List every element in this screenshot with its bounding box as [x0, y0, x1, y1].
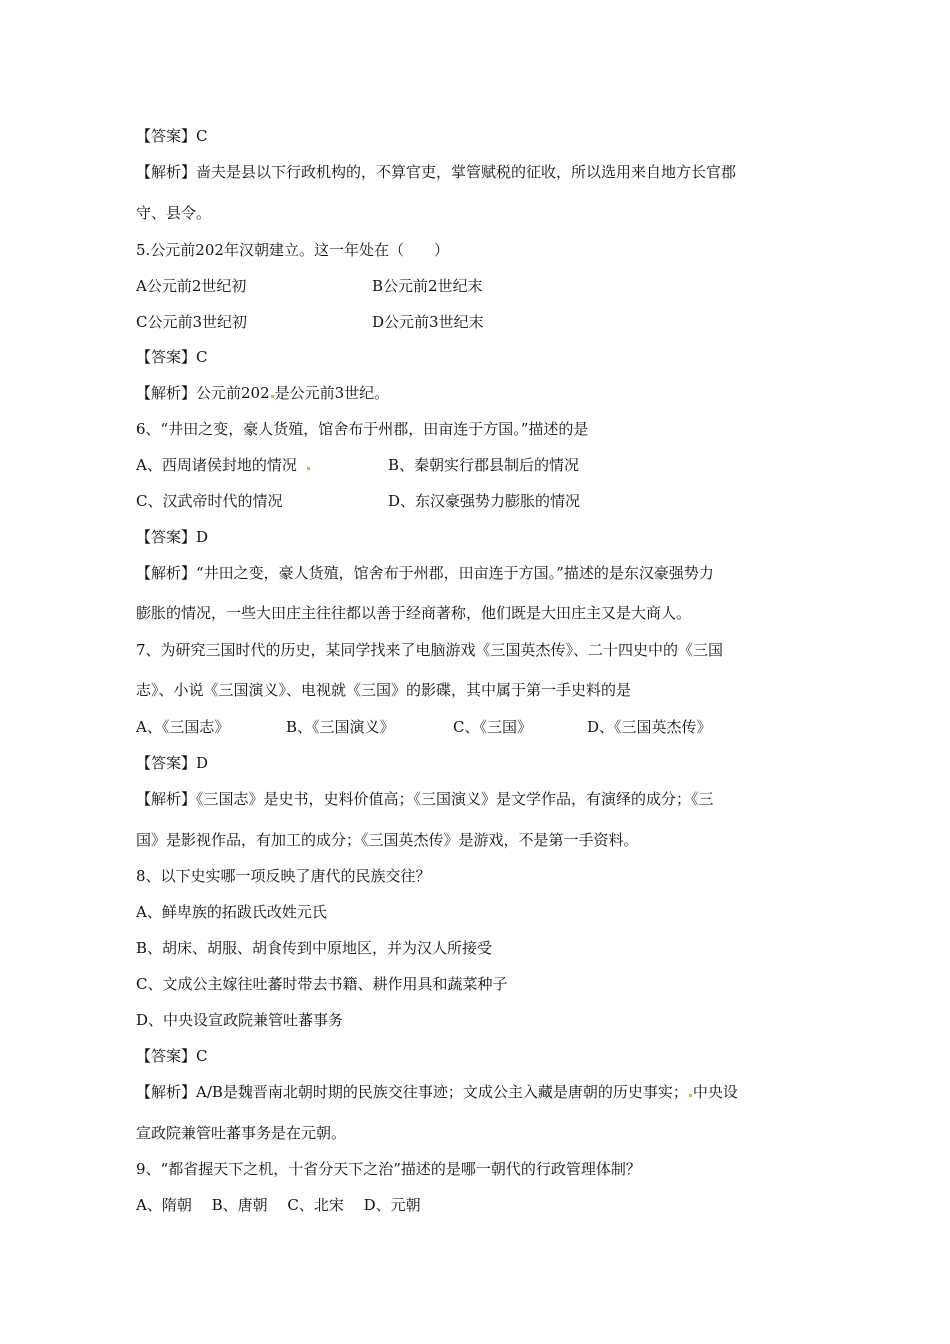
- q7-option-b: B、《三国演义》: [286, 718, 395, 736]
- q7-option-a: A、《三国志》: [136, 718, 230, 736]
- q8-analysis-post: 中央设: [692, 1083, 738, 1101]
- q5-analysis-post: 是公元前3世纪。: [274, 384, 390, 402]
- q8-analysis-line-2: 宣政院兼管吐蕃事务是在元朝。: [136, 1124, 347, 1142]
- q8-option-a: A、鲜卑族的拓跋氏改姓元氏: [136, 903, 327, 921]
- mark-dot: [307, 467, 310, 470]
- q5-analysis-pre: 【解析】公元前202: [136, 384, 270, 402]
- q5-stem: 5.公元前202年汉朝建立。这一年处在（ ）: [136, 241, 449, 259]
- q6-analysis-line-2: 膨胀的情况，一些大田庄主往往都以善于经商著称，他们既是大田庄主又是大商人。: [136, 604, 692, 622]
- q6-option-d: D、东汉豪强势力膨胀的情况: [388, 492, 581, 510]
- q4-analysis-line-1: 【解析】啬夫是县以下行政机构的，不算官吏，掌管赋税的征收，所以选用来自地方长官郡: [136, 163, 737, 181]
- q7-stem-line-1: 7、为研究三国时代的历史，某同学找来了电脑游戏《三国英杰传》、二十四史中的《三国: [136, 641, 724, 659]
- q6-option-c: C、汉武帝时代的情况: [136, 492, 283, 510]
- q7-analysis-line-1: 【解析】《三国志》是史书，史料价值高；《三国演义》是文学作品，有演绎的成分；《三: [136, 790, 714, 808]
- q9-stem: 9、“都省握天下之机，十省分天下之治”描述的是哪一朝代的行政管理体制？: [136, 1160, 641, 1178]
- q8-stem: 8、以下史实哪一项反映了唐代的民族交往？: [136, 867, 431, 885]
- q6-option-b: B、秦朝实行郡县制后的情况: [388, 456, 580, 474]
- q7-option-d: D、《三国英杰传》: [587, 718, 712, 736]
- q8-option-b: B、胡床、胡服、胡食传到中原地区，并为汉人所接受: [136, 939, 493, 957]
- mark-dot: [689, 1094, 692, 1097]
- mark-dot: [271, 395, 274, 398]
- q5-option-d: D公元前3世纪末: [372, 313, 484, 331]
- q5-option-b: B公元前2世纪末: [372, 277, 483, 295]
- q5-answer: 【答案】C: [136, 348, 208, 366]
- q8-analysis-pre: 【解析】A/B是魏晋南北朝时期的民族交往事迹；文成公主入藏是唐朝的历史事实；: [136, 1083, 688, 1101]
- q8-analysis-line-1: [136, 1082, 738, 1102]
- q7-analysis-line-2: 国》是影视作品，有加工的成分；《三国英杰传》是游戏，不是第一手资料。: [136, 831, 639, 849]
- q7-answer: 【答案】D: [136, 754, 209, 772]
- q7-stem-line-2: 志》、小说《三国演义》、电视就《三国》的影碟，其中属于第一手史料的是: [136, 681, 632, 699]
- q5-analysis: [136, 383, 389, 403]
- q7-option-c: C、《三国》: [453, 718, 532, 736]
- q6-answer: 【答案】D: [136, 528, 209, 546]
- q5-option-c: C公元前3世纪初: [136, 313, 248, 331]
- q6-option-a-text: A、西周诸侯封地的情况: [136, 456, 297, 474]
- q8-option-c: C、文成公主嫁往吐蕃时带去书籍、耕作用具和蔬菜种子: [136, 975, 508, 993]
- q8-answer: 【答案】C: [136, 1047, 208, 1065]
- q9-options: A、隋朝 B、唐朝 C、北宋 D、元朝: [136, 1196, 421, 1214]
- q4-analysis-line-2: 守、县令。: [136, 204, 212, 222]
- q6-stem: 6、“井田之变，豪人货殖，馆舍布于州郡，田亩连于方国。”描述的是: [136, 420, 589, 438]
- q4-answer: 【答案】C: [136, 127, 208, 145]
- q8-option-d: D、中央设宣政院兼管吐蕃事务: [136, 1011, 344, 1029]
- q5-option-a: A公元前2世纪初: [136, 277, 247, 295]
- q6-option-a: [136, 455, 311, 475]
- q6-analysis-line-1: 【解析】“井田之变，豪人货殖，馆舍布于州郡，田亩连于方国。”描述的是东汉豪强势力: [136, 564, 714, 582]
